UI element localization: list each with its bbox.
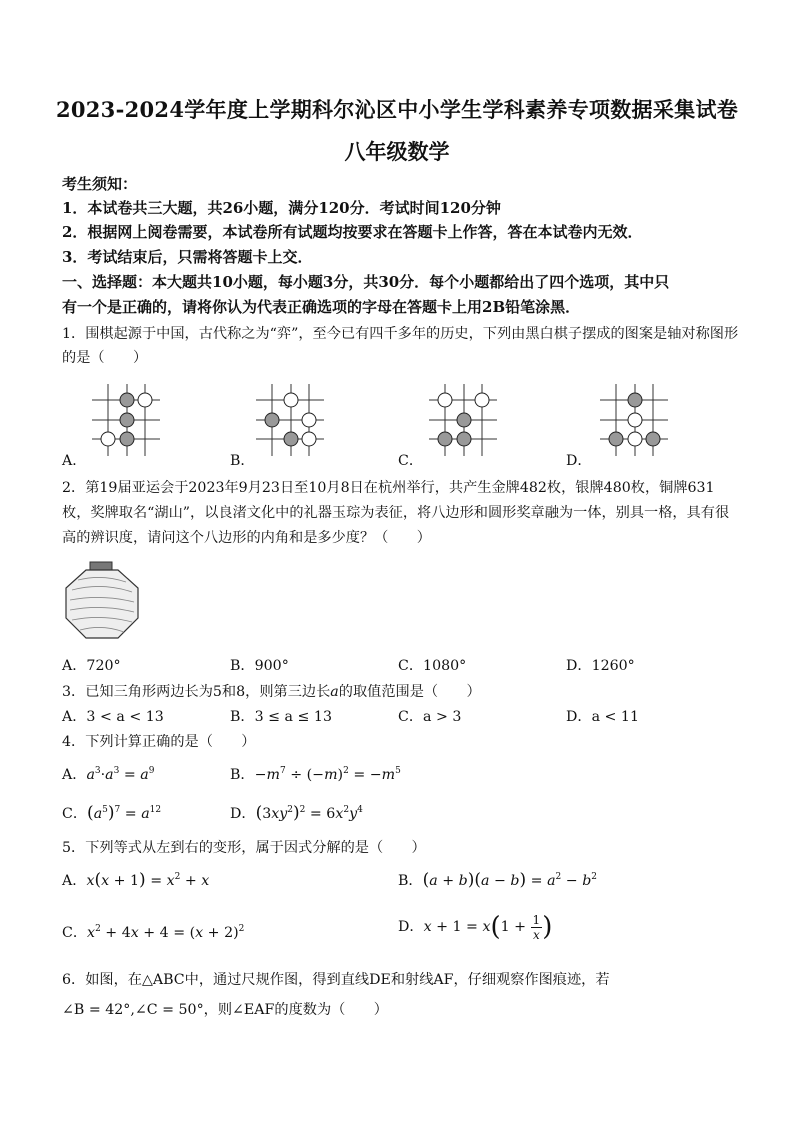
q5-option-d: D．x + 1 = x(1 + $\frac{1}{x}$ ) [398, 912, 553, 942]
notice-item-1: 1．本试卷共三大题，共26小题，满分120分．考试时间120分钟 [62, 199, 501, 217]
go-pattern-b [252, 382, 328, 458]
q3-option-a: A．3 < a < 13 [62, 709, 164, 725]
q1-option-c-label: C． [398, 453, 424, 469]
go-pattern-a [88, 382, 164, 458]
q4-option-b: B．$-m^7 \div (-m)^2 = -m^5$ [230, 766, 401, 783]
exam-title: 2023-2024学年度上学期科尔沁区中小学生学科素养专项数据采集试卷 [55, 97, 739, 122]
medal-octagon-image [62, 560, 142, 642]
go-pattern-d [596, 382, 672, 458]
exam-subtitle: 八年级数学 [344, 139, 450, 164]
notice-item-3: 3．考试结束后，只需将答题卡上交． [62, 248, 313, 266]
q3-option-d: D．a < 11 [566, 709, 639, 725]
q3-option-b: B．3 ≤ a ≤ 13 [230, 709, 332, 725]
q3-option-c: C．a > 3 [398, 709, 462, 725]
notice-heading: 考生须知： [62, 175, 138, 193]
q6-line2: ∠B = 42°,∠C = 50°，则∠EAF的度数为（ ） [62, 1002, 388, 1018]
q4-stem: 4．下列计算正确的是（ ） [62, 734, 256, 750]
q2-option-a: A．720° [62, 658, 121, 674]
q1-option-a-label: A． [62, 453, 87, 469]
q2-option-b: B．900° [230, 658, 289, 674]
q1-option-d-label: D． [566, 453, 592, 469]
section1-line2: 有一个是正确的，请将你认为代表正确选项的字母在答题卡上用2B铅笔涂黑． [62, 298, 581, 316]
q2-line1: 2．第19届亚运会于2023年9月23日至10月8日在杭州举行，共产生金牌482枚，银牌480枚，铜牌631 [62, 480, 715, 496]
q5-option-a: A．$x(x + 1) = x^2 + x$ [62, 870, 210, 890]
q6-line1: 6．如图，在△ABC中，通过尺规作图，得到直线DE和射线AF，仔细观察作图痕迹，若 [62, 972, 610, 988]
q1-option-b-label: B． [230, 453, 255, 469]
q1-line1: 1．围棋起源于中国，古代称之为“弈”，至今已有四千多年的历史，下列由黑白棋子摆成的图案是轴对称图形 [62, 326, 739, 342]
go-pattern-c [425, 382, 501, 458]
q4-option-a: A．$a^3\cdot a^3 = a^9$ [62, 766, 155, 783]
q5-option-b: B．$(a + b)(a - b) = a^2 - b^2$ [398, 870, 598, 890]
q2-line2: 枚，奖牌取名“湖山”，以良渚文化中的礼器玉琮为表征，将八边形和圆形奖章融为一体，别具一格，具有很 [62, 505, 730, 521]
q1-line2: 的是（ ） [62, 350, 148, 366]
notice-item-2: 2．根据网上阅卷需要，本试卷所有试题均按要求在答题卡上作答，答在本试卷内无效． [62, 223, 643, 241]
q5-stem: 5．下列等式从左到右的变形，属于因式分解的是（ ） [62, 840, 426, 856]
q2-option-c: C．1080° [398, 658, 467, 674]
q5-option-c: C．$x^2 + 4x + 4 = (x + 2)^2$ [62, 924, 245, 941]
q4-option-c: C．$(a^5)^7 = a^{12}$ [62, 803, 162, 823]
q2-line3: 高的辨识度，请问这个八边形的内角和是多少度？（ ） [62, 530, 431, 546]
section1-line1: 一、选择题：本大题共10小题，每小题3分，共30分．每个小题都给出了四个选项，其中只 [62, 273, 670, 291]
q4-option-d: D．$(3xy^2)^2 = 6x^2y^4$ [230, 803, 363, 823]
q3-stem: 3．已知三角形两边长为5和8，则第三边长a的取值范围是（ ） [62, 684, 481, 700]
q2-option-d: D．1260° [566, 658, 635, 674]
